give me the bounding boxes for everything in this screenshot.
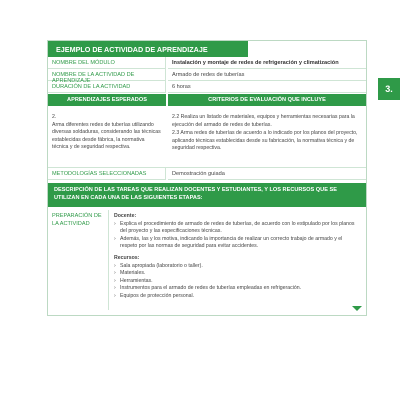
label-modulo: NOMBRE DEL MÓDULO xyxy=(48,57,166,69)
value-actividad: Armado de redes de tuberías xyxy=(168,69,366,81)
recursos-title: Recursos: xyxy=(114,254,140,261)
bullet-icon: › xyxy=(114,220,116,227)
label-metodologias: METODOLOGÍAS SELECCIONADAS xyxy=(48,168,166,180)
description-banner: DESCRIPCIÓN DE LAS TAREAS QUE REALIZAN DOCENTES Y ESTUDIANTES, Y LOS RECURSOS QUE SE UTILIZAN EN CADA UNA DE LAS SIGUIENTES ETAPAS: xyxy=(48,183,366,207)
list-item xyxy=(114,221,360,236)
docente-list xyxy=(114,221,360,251)
recurso-item-text: Equipos de protección personal. xyxy=(120,292,195,299)
label-duracion: DURACIÓN DE LA ACTIVIDAD xyxy=(48,81,166,93)
list-item xyxy=(114,263,360,271)
corner-arrow-icon xyxy=(352,306,362,311)
recurso-item-text: Herramientas. xyxy=(120,277,153,284)
criterios-block xyxy=(172,114,362,153)
list-item xyxy=(114,285,360,293)
header-criterios: CRITERIOS DE EVALUACIÓN QUE INCLUYE xyxy=(168,94,366,106)
row-preparacion xyxy=(48,209,366,311)
row-metodologias xyxy=(48,167,366,180)
docente-item-text: Además, las y los motiva, indicando la importancia de realizar un correcto trabajo de armado y el respeto por las normas de seguridad para evitar accidentes. xyxy=(120,235,343,250)
aprendizaje-text: Arma diferentes redes de tuberías utilizando diversas soldaduras, considerando las técnicas establecidas desde fábrica, la normativa técnica y de seguridad respectiva. xyxy=(52,121,161,151)
bullet-icon: › xyxy=(114,262,116,269)
row-aprendizaje xyxy=(48,108,366,168)
row-modulo xyxy=(48,57,366,69)
aprendizaje-number: 2. xyxy=(52,114,57,120)
docente-title: Docente: xyxy=(114,213,137,219)
recurso-item-text: Sala apropiada (laboratorio o taller). xyxy=(120,262,203,269)
value-metodologias: Demostración guiada xyxy=(168,168,366,180)
bullet-icon: › xyxy=(114,285,116,292)
recurso-item-text: Materiales. xyxy=(120,270,146,277)
recursos-list xyxy=(114,263,360,301)
bullet-icon: › xyxy=(114,292,116,299)
activity-card xyxy=(47,40,367,316)
criterio-item: 2.3 Arma redes de tuberías de acuerdo a lo indicado por los planos del proyecto, aplicando técnicas establecidas desde su fabricación, la normativa técnica y de seguridad respectiva. xyxy=(172,130,358,152)
docente-item-text: Explica el procedimiento de armado de redes de tuberías, de acuerdo con lo estipulado por los planos del proyecto y las especificaciones técnicas. xyxy=(120,220,355,235)
list-item xyxy=(114,293,360,301)
header-aprendizajes: APRENDIZAJES ESPERADOS xyxy=(48,94,166,106)
value-duracion: 6 horas xyxy=(168,81,366,93)
bullet-icon: › xyxy=(114,235,116,242)
list-item xyxy=(114,236,360,251)
criterio-item: 2.2 Realiza un listado de materiales, equipos y herramientas necesarias para la ejecución del armado de redes de tuberías. xyxy=(172,114,355,128)
label-actividad: NOMBRE DE LA ACTIVIDAD DE APRENDIZAJE xyxy=(48,69,166,81)
card-title: EJEMPLO DE ACTIVIDAD DE APRENDIZAJE xyxy=(48,41,248,57)
list-item xyxy=(114,270,360,278)
section-headers xyxy=(48,94,366,106)
value-modulo: Instalación y montaje de redes de refrigeración y climatización xyxy=(168,57,366,69)
row-duracion xyxy=(48,81,366,93)
chapter-tab: 3. xyxy=(378,78,400,100)
preparacion-content xyxy=(108,210,360,310)
bullet-icon: › xyxy=(114,277,116,284)
row-actividad xyxy=(48,69,366,84)
bullet-icon: › xyxy=(114,270,116,277)
label-preparacion: PREPARACIÓN DE LA ACTIVIDAD xyxy=(52,213,102,227)
recurso-item-text: Instrumentos para el armado de redes de tuberías empleadas en refrigeración. xyxy=(120,285,302,292)
aprendizaje-block xyxy=(52,114,162,152)
list-item xyxy=(114,278,360,286)
